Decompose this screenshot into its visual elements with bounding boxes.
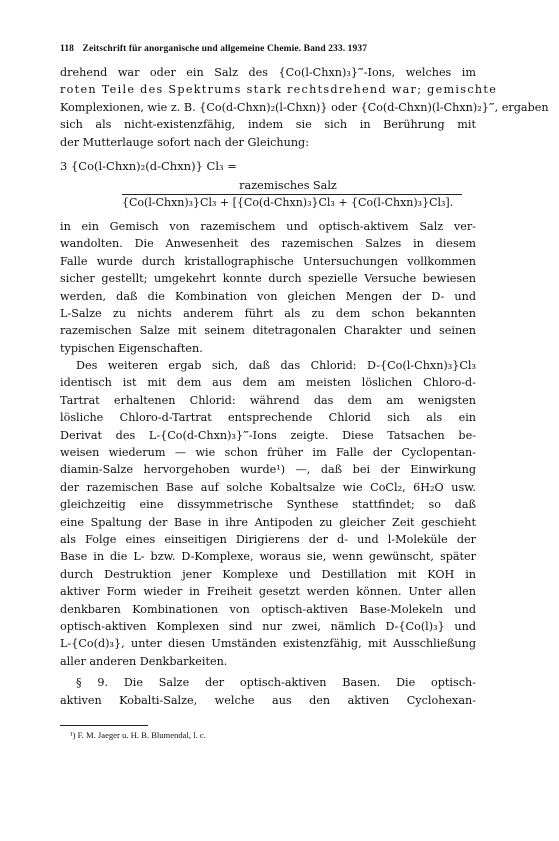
text-line: identisch ist mit dem aus dem am meisten löslichen Chloro-d- (60, 376, 476, 390)
text-line: § 9. Die Salze der optisch-aktiven Basen. Die optisch- (76, 676, 476, 690)
text-line: Derivat des L-{Co(d-Chxn)₃}‴-Ions zeigte. Diese Tatsachen be- (60, 428, 476, 442)
text-line: durch Destruktion jener Komplexe und Destillation mit KOH in (60, 567, 476, 581)
equation-right-side (122, 194, 462, 218)
text-line: lösliche Chloro-d-Tartrat entsprechende Chlorid sich als ein (60, 411, 476, 425)
text-line: Komplexionen, wie z. B. {Co(d-Chxn)₂(l-Chxn)} oder {Co(d-Chxn)(l-Chxn)₂}‴, ergaben (60, 100, 549, 114)
text-line: aktiver Form wieder in Freiheit gesetzt werden können. Unter allen (60, 585, 476, 599)
text-line: als Folge eines einseitigen Dirigierens der d- und l-Moleküle der (60, 532, 476, 546)
footnote: ¹) F. M. Jaeger u. H. B. Blumendal, l. c. (70, 729, 206, 740)
text-line: Tartrat erhaltenen Chlorid: während das dem am wenigsten (60, 393, 476, 407)
text-line: sicher gestellt; umgekehrt konnte durch spezielle Versuche bewiesen (60, 272, 476, 286)
text-line: aktiven Kobalti-Salze, welche aus den aktiven Cyclohexan- (60, 693, 476, 707)
text-line: diamin-Salze hervorgehoben wurde¹) —, daß bei der Einwirkung (60, 463, 476, 477)
paragraph-3 (60, 357, 476, 670)
text-line: gleichzeitig eine dissymmetrische Synthese stattfindet; so daß (60, 498, 476, 512)
text-line: wandolten. Die Anwesenheit des razemischen Salzes in diesem (60, 237, 476, 251)
equation-text: 3 {Co(l-Chxn)₂(d-Chxn)} Cl₃ = (60, 158, 237, 173)
text-line: drehend war oder ein Salz des {Co(l-Chxn)₃}‴-Ions, welches im (60, 66, 476, 79)
equation-label: razemisches Salz (239, 178, 337, 192)
paragraph-2 (60, 218, 476, 357)
text-line: der razemischen Base auf solche Kobaltsalze wie CoCl₂, 6H₂O usw. (60, 480, 476, 494)
text-line: L-Salze zu nichts anderem führt als zu dem schon bekannten (60, 306, 476, 320)
page-number: 118 (60, 44, 75, 54)
text-line: roten Teile des Spektrums stark rechtsdrehend war; gemischte (60, 83, 498, 97)
text-line: Des weiteren ergab sich, daß das Chlorid: D-{Co(l-Chxn)₃}Cl₃ (76, 359, 476, 373)
equation-left-side (60, 153, 476, 179)
text-line: typischen Eigenschaften. (60, 341, 203, 355)
footnote-divider (60, 725, 148, 726)
paragraph-4 (60, 674, 476, 709)
paragraph-1 (60, 64, 549, 151)
text-line: aller anderen Denkbarkeiten. (60, 654, 228, 668)
text-line: Base in die L- bzw. D-Komplexe, woraus sie, wenn gewünscht, später (60, 550, 476, 564)
running-head (60, 44, 476, 54)
text-line: Falle wurde durch kristallographische Untersuchungen vollkommen (60, 254, 476, 268)
page (60, 44, 549, 740)
text-line: in ein Gemisch von razemischem und optisch-aktivem Salz ver- (60, 219, 476, 233)
journal-title: Zeitschrift für anorganische und allgemeine Chemie. Band 233. 1937 (82, 44, 368, 54)
equation-text: {Co(l-Chxn)₃}Cl₃ + [{Co(d-Chxn)₃}Cl₃ + {Co(l-Chxn)₃}Cl₃]. (122, 195, 454, 209)
text-line: werden, daß die Kombination von gleichen Mengen der D- und (60, 289, 476, 303)
text-line: sich als nicht-existenzfähig, indem sie sich in Berührung mit (60, 118, 476, 132)
text-line: denkbaren Kombinationen von optisch-aktiven Base-Molekeln und (60, 602, 476, 616)
text-line: eine Spaltung der Base in ihre Antipoden zu gleicher Zeit geschieht (60, 515, 476, 529)
text-line: L-{Co(d)₃}, unter diesen Umständen existenzfähig, mit Ausschließung (60, 637, 476, 651)
text-line: razemischen Salze mit seinem ditetragonalen Charakter und seinen (60, 324, 476, 338)
text-line: der Mutterlauge sofort nach der Gleichung: (60, 135, 309, 149)
text-line: optisch-aktiven Komplexen sind nur zwei, nämlich D-{Co(l)₃} und (60, 619, 476, 633)
text-line: weisen wiederum — wie schon früher im Falle der Cyclopentan- (60, 446, 476, 460)
